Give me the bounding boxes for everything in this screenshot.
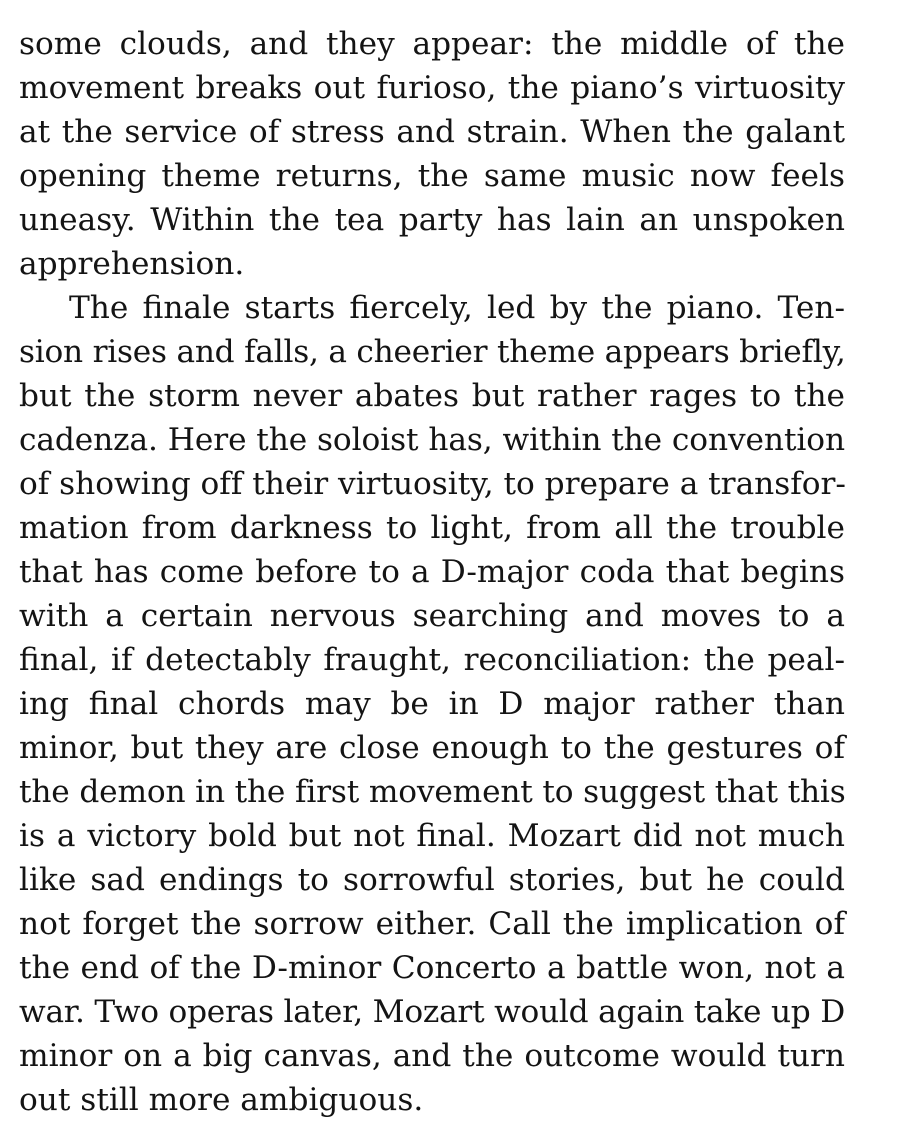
text-line: not forget the sorrow either. Call the implication of — [19, 906, 845, 942]
text-line: minor, but they are close enough to the gestures of — [19, 730, 845, 766]
text-line: some clouds, and they appear: the middle of the — [19, 26, 845, 62]
text-line: final, if detectably fraught, reconciliation: the peal- — [19, 642, 845, 678]
text-line: war. Two operas later, Mozart would again take up D — [19, 994, 845, 1030]
text-line: but the storm never abates but rather rages to the — [19, 378, 845, 414]
text-line: cadenza. Here the soloist has, within the convention — [19, 422, 845, 458]
text-line: of showing off their virtuosity, to prepare a transfor- — [19, 466, 846, 502]
text-line: ing final chords may be in D major rather than — [19, 686, 845, 722]
text-line: sion rises and falls, a cheerier theme appears briefly, — [19, 334, 846, 370]
text-line: minor on a big canvas, and the outcome would turn — [19, 1038, 845, 1074]
text-line: movement breaks out furioso, the piano’s virtuosity — [19, 70, 845, 106]
text-page — [19, 22, 845, 1122]
text-line: the end of the D-minor Concerto a battle won, not a — [19, 950, 845, 986]
text-line: apprehension. — [19, 246, 245, 282]
text-line: that has come before to a D-major coda that begins — [19, 554, 845, 590]
text-line: mation from darkness to light, from all the trouble — [19, 510, 845, 546]
text-line: the demon in the first movement to suggest that this — [19, 774, 846, 810]
text-line: like sad endings to sorrowful stories, but he could — [19, 862, 845, 898]
text-line: uneasy. Within the tea party has lain an unspoken — [19, 202, 845, 238]
text-line: at the service of stress and strain. When the galant — [19, 114, 845, 150]
text-line: with a certain nervous searching and moves to a — [19, 598, 845, 634]
paragraph-1 — [19, 22, 845, 286]
text-line: is a victory bold but not final. Mozart did not much — [19, 818, 845, 854]
text-line: out still more ambiguous. — [19, 1082, 424, 1118]
paragraph-2 — [19, 286, 845, 1122]
text-line: opening theme returns, the same music now feels — [19, 158, 845, 194]
text-line: The finale starts fiercely, led by the piano. Ten- — [69, 290, 845, 326]
